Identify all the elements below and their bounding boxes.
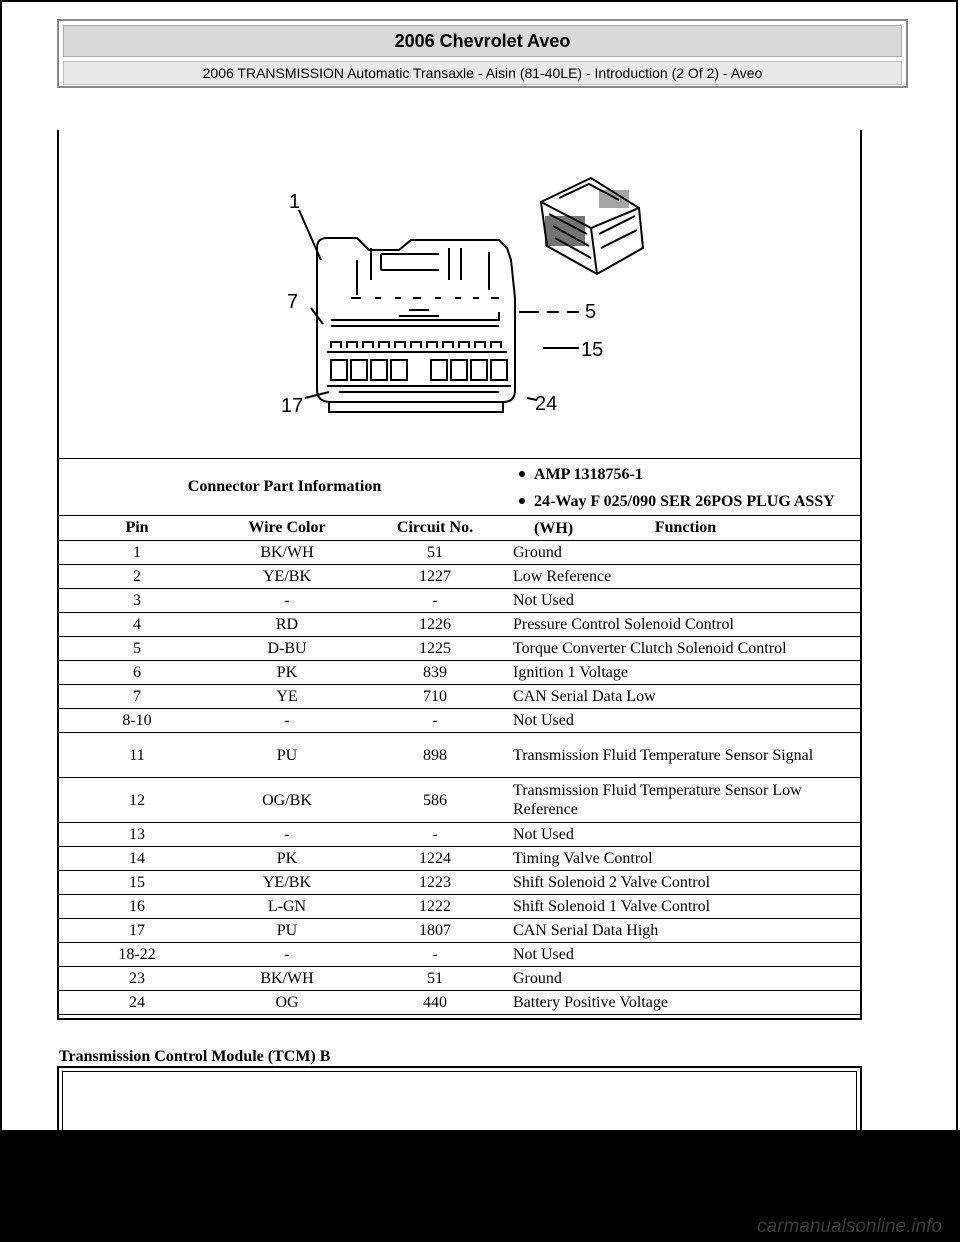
wire-color-cell: OG/BK [215,778,359,823]
header-function: Function [511,516,860,541]
callout-7: 7 [287,291,299,313]
wire-color-cell: YE/BK [215,565,359,589]
circuit-no-cell: 1807 [359,919,511,943]
function-cell: CAN Serial Data High [511,919,860,943]
function-cell: Battery Positive Voltage [511,991,860,1015]
connector-diagram [59,130,860,458]
pin-cell: 23 [59,967,215,991]
table-row [59,823,860,847]
callout-15: 15 [581,339,604,361]
table-row [59,589,860,613]
table-row [59,871,860,895]
watermark-text: carmanualsonline.info [757,1216,942,1237]
function-cell: Low Reference [511,565,860,589]
circuit-no-cell: 898 [359,733,511,778]
circuit-no-cell: - [359,709,511,733]
circuit-no-cell: 1222 [359,895,511,919]
circuit-no-cell: 586 [359,778,511,823]
table-row [59,847,860,871]
pin-cell: 7 [59,685,215,709]
circuit-no-cell: - [359,823,511,847]
pin-cell: 16 [59,895,215,919]
table-row [59,685,860,709]
pin-cell: 2 [59,565,215,589]
circuit-no-cell: 51 [359,541,511,565]
wire-color-cell: - [215,709,359,733]
function-cell: Ground [511,967,860,991]
page-frame-right [956,0,958,1130]
circuit-no-cell: 1226 [359,613,511,637]
function-cell: Not Used [511,589,860,613]
function-cell: Not Used [511,943,860,967]
table-header-row [59,516,860,541]
circuit-no-cell: - [359,943,511,967]
function-cell: Transmission Fluid Temperature Sensor Signal [511,733,860,778]
bullet-icon [519,471,525,477]
function-cell: Pressure Control Solenoid Control [511,613,860,637]
wire-color-cell: L-GN [215,895,359,919]
table-row [59,967,860,991]
pin-cell: 3 [59,589,215,613]
wire-color-cell: YE/BK [215,871,359,895]
pin-cell: 1 [59,541,215,565]
wire-color-cell: OG [215,991,359,1015]
page-frame-top [0,0,958,2]
pin-cell: 4 [59,613,215,637]
part-number-text: AMP 1318756-1 [534,466,643,483]
pin-cell: 17 [59,919,215,943]
table-row [59,613,860,637]
watermark-bar [0,1130,960,1242]
connector-part-label: Connector Part Information [187,478,382,495]
bullet-icon [519,498,525,504]
circuit-no-cell: - [359,589,511,613]
pin-cell: 13 [59,823,215,847]
wire-color-cell: - [215,823,359,847]
function-cell: Shift Solenoid 1 Valve Control [511,895,860,919]
function-cell: Not Used [511,709,860,733]
pin-cell: 15 [59,871,215,895]
wire-color-cell: YE [215,685,359,709]
circuit-no-cell: 51 [359,967,511,991]
table-row [59,637,860,661]
table-row [59,778,860,823]
header-circuit-no: Circuit No. [359,516,511,541]
wire-color-cell: RD [215,613,359,637]
document-subtitle: 2006 TRANSMISSION Automatic Transaxle - Aisin (81-40LE) - Introduction (2 Of 2) - Aveo [63,61,902,85]
circuit-no-cell: 1223 [359,871,511,895]
pin-cell: 6 [59,661,215,685]
pin-cell: 24 [59,991,215,1015]
wire-color-cell: D-BU [215,637,359,661]
function-cell: Timing Valve Control [511,847,860,871]
part-description-text: 24-Way F 025/090 SER 26POS PLUG ASSY (WH) [534,493,835,537]
connector-panel [57,130,862,1020]
circuit-no-cell: 1227 [359,565,511,589]
circuit-no-cell: 1225 [359,637,511,661]
function-cell: Torque Converter Clutch Solenoid Control [511,637,860,661]
wire-color-cell: BK/WH [215,967,359,991]
function-cell: Ignition 1 Voltage [511,661,860,685]
function-cell: CAN Serial Data Low [511,685,860,709]
table-row [59,661,860,685]
circuit-no-cell: 440 [359,991,511,1015]
pin-cell: 8-10 [59,709,215,733]
function-cell: Not Used [511,823,860,847]
header-wire-color: Wire Color [215,516,359,541]
table-row [59,733,860,778]
next-connector-panel [57,1066,862,1130]
pinout-table-body [59,541,860,1015]
pin-cell: 12 [59,778,215,823]
circuit-no-cell: 839 [359,661,511,685]
header-pin: Pin [59,516,215,541]
pinout-table [59,516,860,1015]
wire-color-cell: PK [215,661,359,685]
table-row [59,919,860,943]
table-row [59,565,860,589]
function-cell: Shift Solenoid 2 Valve Control [511,871,860,895]
circuit-no-cell: 1224 [359,847,511,871]
part-number-item [519,461,860,488]
page-frame-left [0,0,2,1130]
wire-color-cell: PU [215,919,359,943]
table-row [59,991,860,1015]
callout-1: 1 [289,191,301,213]
pin-cell: 14 [59,847,215,871]
function-cell: Transmission Fluid Temperature Sensor Low Reference [511,778,860,823]
table-row [59,709,860,733]
table-row [59,943,860,967]
wire-color-cell: - [215,943,359,967]
section-caption: Transmission Control Module (TCM) B [59,1048,331,1065]
connector-drawing [59,130,860,458]
wire-color-cell: - [215,589,359,613]
wire-color-cell: PK [215,847,359,871]
table-row [59,895,860,919]
wire-color-cell: BK/WH [215,541,359,565]
function-cell: Ground [511,541,860,565]
callout-17: 17 [281,395,304,417]
pin-cell: 5 [59,637,215,661]
table-row [59,541,860,565]
wire-color-cell: PU [215,733,359,778]
circuit-no-cell: 710 [359,685,511,709]
callout-24: 24 [535,393,558,415]
document-title: 2006 Chevrolet Aveo [63,25,902,57]
pin-cell: 18-22 [59,943,215,967]
pin-cell: 11 [59,733,215,778]
next-connector-inner [62,1071,857,1130]
document-header [57,19,908,88]
callout-5: 5 [585,301,597,323]
